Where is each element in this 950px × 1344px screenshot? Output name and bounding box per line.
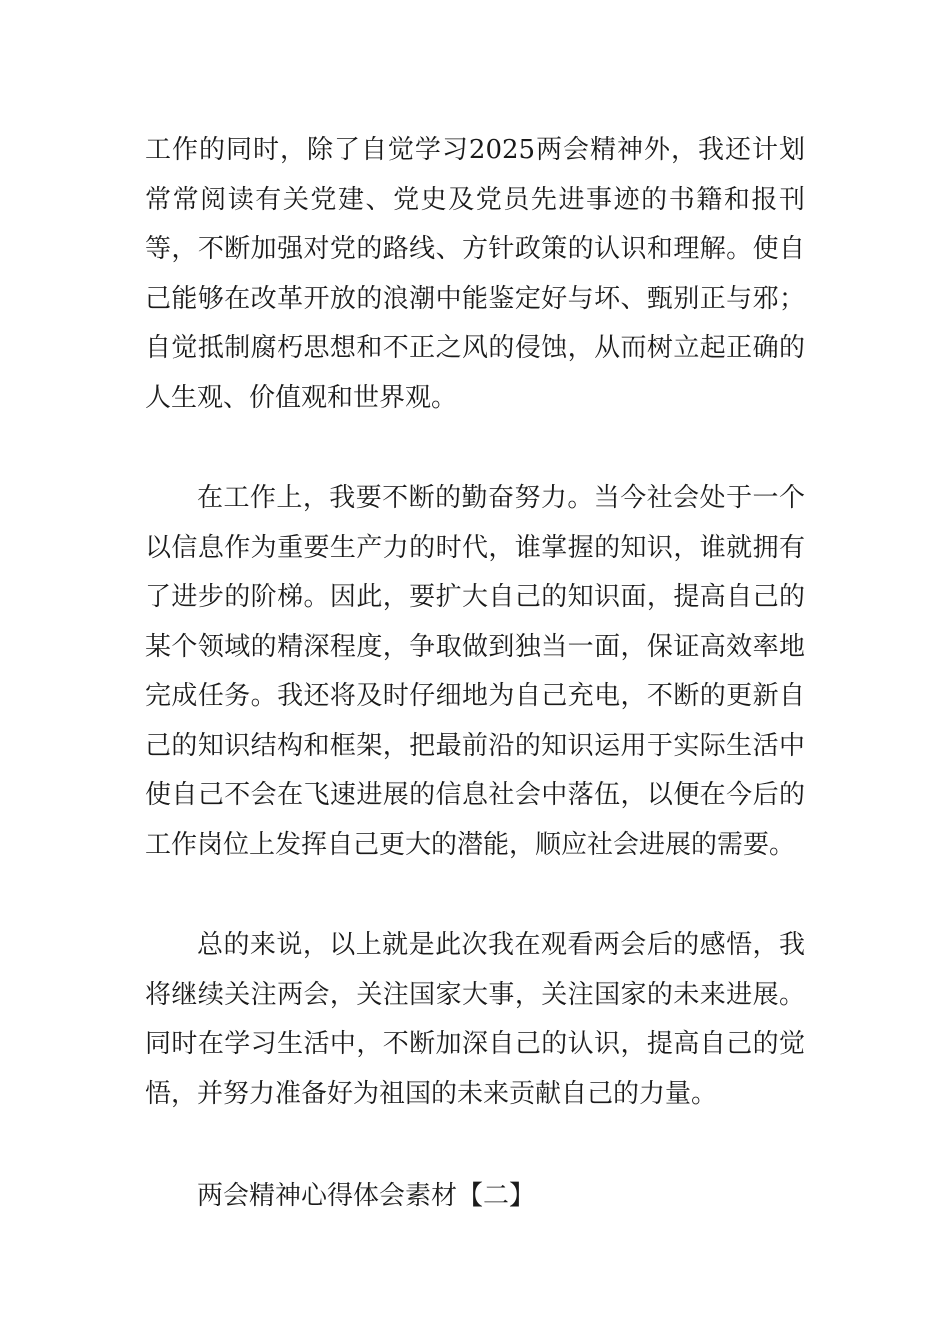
paragraph-summary: 总的来说，以上就是此次我在观看两会后的感悟，我将继续关注两会，关注国家大事，关注国家的未来进展。同时在学习生活中，不断加深自己的认识，提高自己的觉悟，并努力准备好为祖国的未来贡献自己的力量。 xyxy=(145,930,805,1109)
paragraph-work: 在工作上，我要不断的勤奋努力。当今社会处于一个以信息作为重要生产力的时代，谁掌握的知识，谁就拥有了进步的阶梯。因此，要扩大自己的知识面，提高自己的某个领域的精深程度，争取做到独当一面，保证高效率地完成任务。我还将及时仔细地为自己充电，不断的更新自己的知识结构和框架，把最前沿的知识运用于实际生活中使自己不会在飞速进展的信息社会中落伍，以便在今后的工作岗位上发挥自己更大的潜能，顺应社会进展的需要。 xyxy=(145,483,805,860)
section-heading: 两会精神心得体会素材【二】 xyxy=(197,1181,536,1211)
paragraph-continuation: 工作的同时，除了自觉学习2025两会精神外，我还计划常常阅读有关党建、党史及党员先进事迹的书籍和报刊等，不断加强对党的路线、方针政策的认识和理解。使自己能够在改革开放的浪潮中能鉴定好与坏、甄别正与邪；自觉抵制腐朽思想和不正之风的侵蚀，从而树立起正确的人生观、价值观和世界观。 xyxy=(145,135,805,413)
